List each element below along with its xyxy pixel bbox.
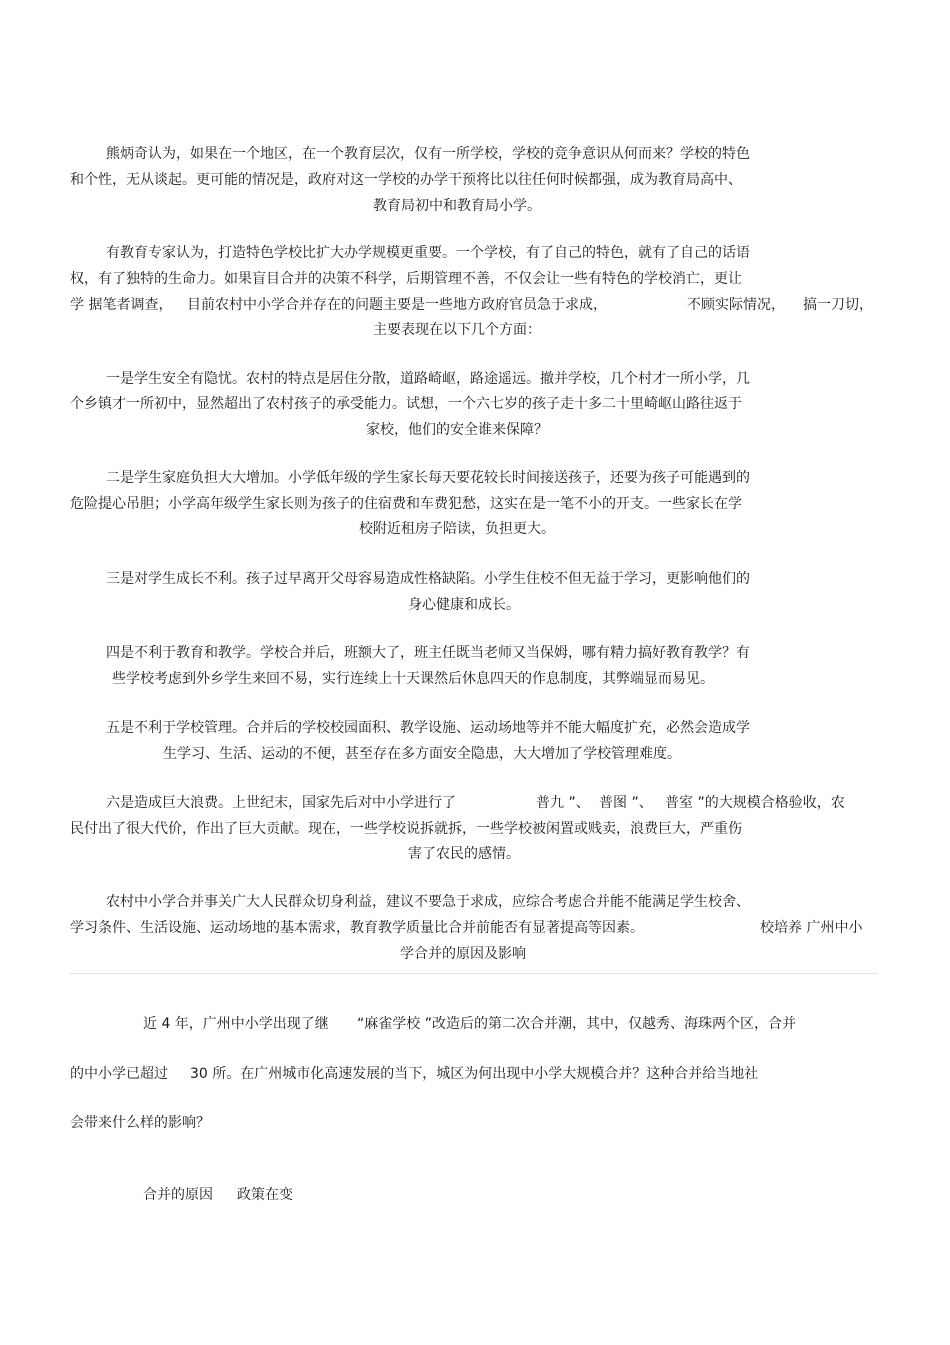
p5-line-2: 身心健康和成长。	[408, 597, 520, 613]
p8-line-2: 民付出了很大代价，作出了巨大贡献。现在，一些学校说拆就拆，一些学校被闲置或贱卖，浪费巨大，严重伤	[70, 821, 742, 837]
p3-line-1: 一是学生安全有隐忧。农村的特点是居住分散，道路崎岖，路途遥远。撤并学校，几个村才一所小学，几	[106, 371, 750, 387]
p2-overlap-d: 搞一刀切，	[803, 297, 873, 313]
p4-line-3: 校附近租房子陪读，负担更大。	[359, 521, 555, 537]
lower-p1-seg-1: 近 4 年，广州中小学出现了继	[143, 1016, 329, 1032]
lower-p2-seg-1: 的中小学已超过	[70, 1066, 168, 1082]
p5-line-1: 三是对学生成长不利。孩子过早离开父母容易造成性格缺陷。小学生住校不但无益于学习，更影响他们的	[106, 571, 750, 587]
p1-line-2: 和个性，无从谈起。更可能的情况是，政府对这一学校的办学干预将比以往任何时候都强，成为教育局高中、	[70, 172, 742, 188]
p4-line-1: 二是学生家庭负担大大增加。小学低年级的学生家长每天要花较长时间接送孩子，还要为孩子可能遇到的	[106, 470, 750, 486]
p8-seg-3: 普图 ”、	[599, 795, 653, 811]
p7-line-2: 生学习、生活、运动的不便，甚至存在多方面安全隐患，大大增加了学校管理难度。	[163, 746, 681, 762]
lower-p1-seg-2: “麻雀学校 ”改造后的第二次合并潮，其中，仅越秀、海珠两个区，合并	[357, 1016, 796, 1032]
p4-line-2: 危险提心吊胆；小学高年级学生家长则为孩子的住宿费和车费犯愁，这实在是一笔不小的开支。一些家长在学	[70, 496, 742, 512]
lower-p2-seg-2: 30 所。在广州城市化高速发展的当下，城区为何出现中小学大规模合并？这种合并给当地社	[190, 1066, 759, 1082]
p6-line-1: 四是不利于教育和教学。学校合并后，班额大了，班主任既当老师又当保姆，哪有精力搞好教育教学？有	[106, 645, 750, 661]
p2-line-3: 主要表现在以下几个方面：	[373, 322, 541, 338]
p2-overlap-b: 目前农村中小学合并存在的问题主要是一些地方政府官员急于求成，	[187, 297, 607, 313]
p2-line-2: 权，有了独特的生命力。如果盲目合并的决策不科学，后期管理不善，不仅会让一些有特色的学校消亡，更让	[70, 271, 742, 287]
p2-line-1: 有教育专家认为，打造特色学校比扩大办学规模更重要。一个学校，有了自己的特色，就有了自己的话语	[106, 245, 750, 261]
p8-line-3: 害了农民的感情。	[408, 846, 520, 862]
p1-line-1: 熊炳奇认为，如果在一个地区，在一个教育层次，仅有一所学校，学校的竞争意识从何而来？学校的特色	[106, 146, 750, 162]
section-divider	[70, 973, 878, 974]
lower-heading-part-1: 合并的原因	[143, 1187, 213, 1203]
lower-heading-part-2: 政策在变	[237, 1187, 293, 1203]
p9-line-3: 学合并的原因及影响	[400, 946, 526, 962]
p8-seg-1: 六是造成巨大浪费。上世纪末，国家先后对中小学进行了	[106, 795, 456, 811]
p2-overlap-c: 不顾实际情况，	[687, 297, 785, 313]
p8-seg-2: 普九 ”、	[536, 795, 590, 811]
p3-line-3: 家校，他们的安全谁来保障？	[366, 422, 548, 438]
p7-line-1: 五是不利于学校管理。合并后的学校校园面积、教学设施、运动场地等并不能大幅度扩充，必然会造成学	[106, 720, 750, 736]
p6-line-2: 些学校考虑到外乡学生来回不易，实行连续上十天课然后休息四天的作息制度，其弊端显而易见。	[112, 671, 714, 687]
p9-seg-a: 学习条件、生活设施、运动场地的基本需求，教育教学质量比合并前能否有显著提高等因素。	[70, 920, 644, 936]
p9-line-1: 农村中小学合并事关广大人民群众切身利益，建议不要急于求成，应综合考虑合并能不能满足学生校舍、	[106, 894, 750, 910]
p1-line-3: 教育局初中和教育局小学。	[373, 198, 541, 214]
p3-line-2: 个乡镇才一所初中，显然超出了农村孩子的承受能力。试想，一个六七岁的孩子走十多二十里崎岖山路往返于	[70, 396, 742, 412]
p2-overlap-a: 学 据笔者调查，	[70, 297, 173, 313]
p9-seg-b: 校培养 广州中小	[760, 920, 863, 936]
p8-seg-4: 普室 ”的大规模合格验收，农	[665, 795, 845, 811]
lower-p3: 会带来什么样的影响？	[70, 1115, 210, 1131]
